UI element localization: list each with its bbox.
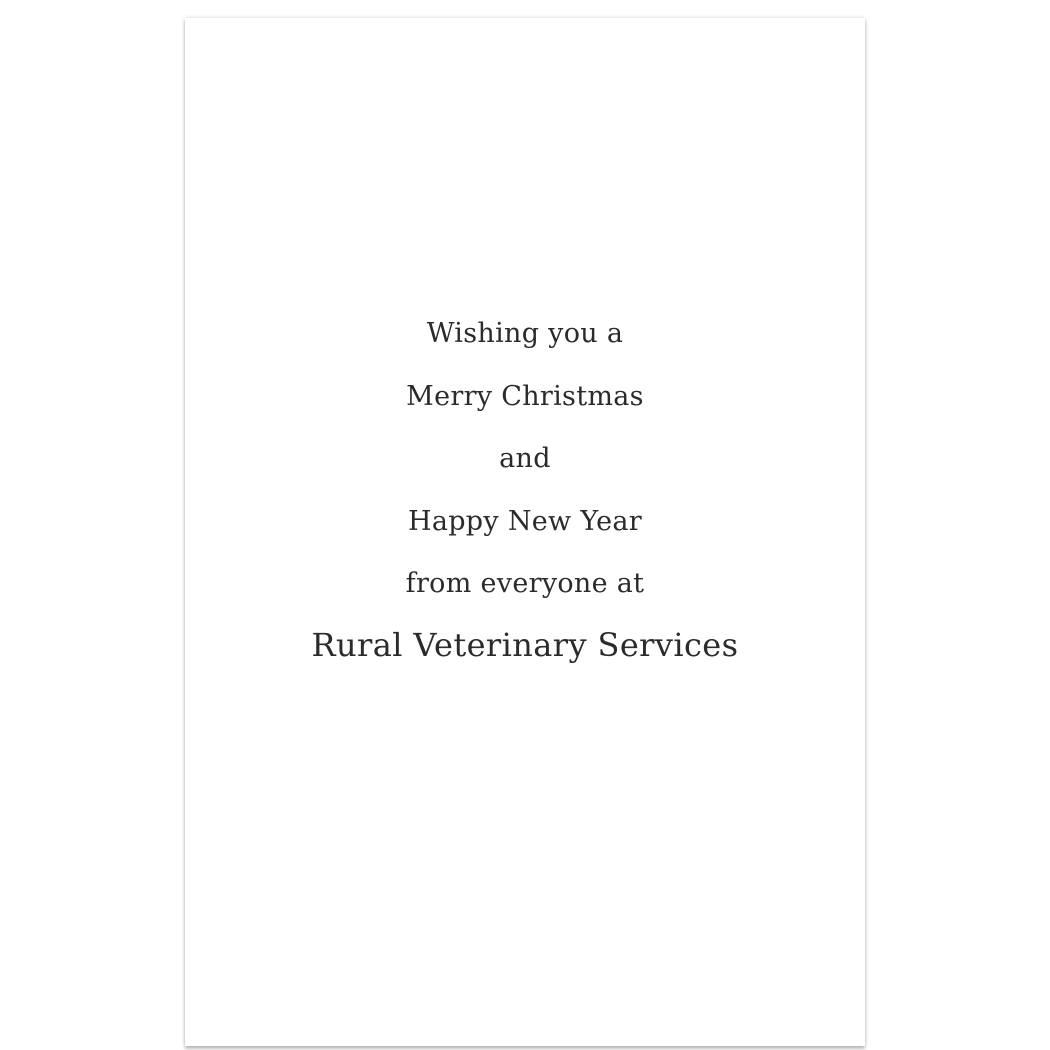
- greeting-line-5: from everyone at: [405, 568, 645, 599]
- greeting-line-1: Wishing you a: [426, 318, 624, 349]
- greeting-line-2: Merry Christmas: [406, 381, 644, 412]
- business-name: Rural Veterinary Services: [311, 626, 739, 664]
- greeting-card-inside: [185, 18, 865, 1046]
- greeting-line-3: and: [499, 443, 551, 474]
- greeting-line-4: Happy New Year: [407, 506, 642, 537]
